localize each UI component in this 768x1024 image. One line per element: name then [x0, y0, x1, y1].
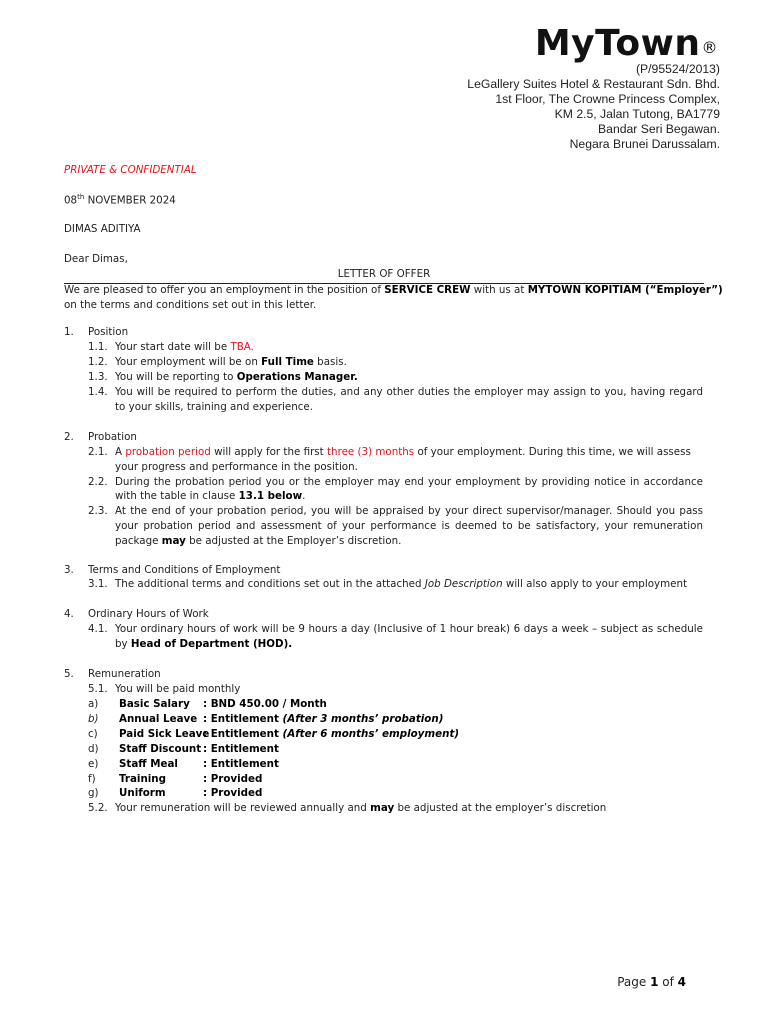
registration-number: (P/95524/2013) — [635, 62, 720, 76]
intro-line-2: on the terms and conditions set out in this letter. — [64, 299, 317, 311]
section-number: 3. — [64, 564, 74, 576]
clause-2-3-line-1: At the end of your probation period, you will be appraised by your direct supervisor/manager. Should you pass — [115, 505, 703, 517]
clause-number: 2.3. — [88, 505, 108, 517]
section-number: 5. — [64, 668, 74, 680]
clause-2-3-line-3: package may be adjusted at the Employer’s discretion. — [115, 535, 402, 547]
clause-number: 5.2. — [88, 802, 108, 814]
clause-number: 1.1. — [88, 341, 108, 353]
section-title-position: Position — [88, 326, 129, 338]
clause-5-1: You will be paid monthly — [115, 683, 241, 695]
clause-1-4-line-1: You will be required to perform the duties, and any other duties the employer may assign to you, having regard — [115, 386, 703, 398]
clause-2-1-line-2: your progress and performance in the position. — [115, 461, 358, 473]
clause-1-3: You will be reporting to Operations Manager. — [115, 371, 358, 383]
clause-2-1-line-1: A probation period will apply for the first three (3) months of your employment. During this time, we will assess — [115, 446, 691, 458]
clause-4-1-line-1: Your ordinary hours of work will be 9 hours a day (Inclusive of 1 hour break) 6 days a week – subject as schedule — [115, 623, 703, 635]
address-line: Negara Brunei Darussalam. — [569, 137, 720, 151]
clause-4-1-line-2: by Head of Department (HOD). — [115, 638, 293, 650]
clause-1-4-line-2: to your skills, training and experience. — [115, 401, 314, 413]
clause-2-2-line-2: with the table in clause 13.1 below. — [115, 490, 306, 502]
address-line: Bandar Seri Begawan. — [598, 122, 720, 136]
section-title-probation: Probation — [88, 431, 137, 443]
section-title-terms: Terms and Conditions of Employment — [88, 564, 281, 576]
page-number: Page 1 of 4 — [617, 975, 686, 989]
section-number: 2. — [64, 431, 74, 443]
clause-5-2: Your remuneration will be reviewed annually and may be adjusted at the employer’s discretion — [115, 802, 607, 814]
address-line: 1st Floor, The Crowne Princess Complex, — [495, 92, 720, 106]
section-title-remuneration: Remuneration — [88, 668, 161, 680]
company-logo: MyTown® — [534, 23, 718, 64]
salutation: Dear Dimas, — [64, 253, 128, 265]
clause-number: 2.2. — [88, 476, 108, 488]
clause-number: 3.1. — [88, 578, 108, 590]
clause-number: 1.3. — [88, 371, 108, 383]
address-line: LeGallery Suites Hotel & Restaurant Sdn. Bhd. — [467, 77, 720, 91]
clause-number: 2.1. — [88, 446, 108, 458]
letter-title: LETTER OF OFFER — [337, 268, 431, 280]
clause-number: 1.4. — [88, 386, 108, 398]
recipient-name: DIMAS ADITIYA — [64, 223, 141, 235]
confidential-label: PRIVATE & CONFIDENTIAL — [64, 164, 197, 176]
section-title-hours: Ordinary Hours of Work — [88, 608, 209, 620]
clause-1-2: Your employment will be on Full Time basis. — [115, 356, 347, 368]
clause-2-2-line-1: During the probation period you or the employer may end your employment by providing notice in accordance — [115, 476, 703, 488]
clause-3-1: The additional terms and conditions set out in the attached Job Description will also apply to your employment — [115, 578, 688, 590]
clause-1-1: Your start date will be TBA. — [115, 341, 254, 353]
clause-number: 5.1. — [88, 683, 108, 695]
address-line: KM 2.5, Jalan Tutong, BA1779 — [554, 107, 720, 121]
letter-date: 08th NOVEMBER 2024 — [64, 193, 176, 207]
company-address — [467, 62, 720, 152]
clause-2-3-line-2: your probation period and assessment of your performance is deemed to be satisfactory, your remuneration — [115, 520, 703, 532]
intro-line-1: We are pleased to offer you an employment in the position of SERVICE CREW with us at MYTOWN KOPITIAM (“Employer”) — [64, 284, 723, 296]
clause-number: 1.2. — [88, 356, 108, 368]
section-number: 1. — [64, 326, 74, 338]
clause-number: 4.1. — [88, 623, 108, 635]
registered-mark: ® — [701, 38, 718, 57]
section-number: 4. — [64, 608, 74, 620]
